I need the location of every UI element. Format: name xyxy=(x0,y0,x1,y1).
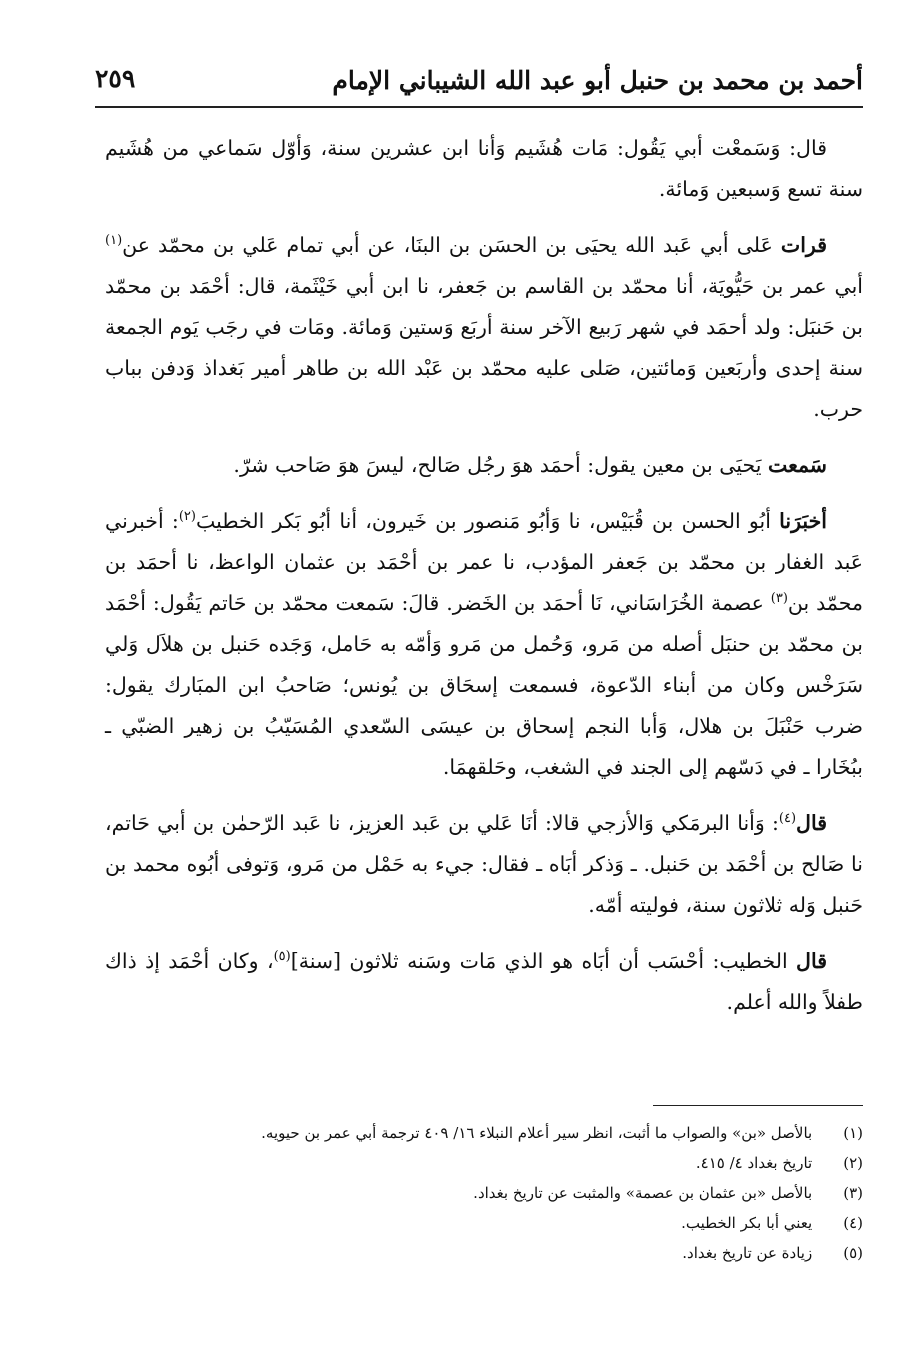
footnote-number: (٢) xyxy=(843,1154,863,1172)
footnote-marker: (٥) xyxy=(273,949,291,965)
paragraph-text: ، وكان أحْمَد إذ ذاك طفلاً والله أعلم. xyxy=(105,949,863,1014)
paragraph-text: : أخبرني عَبد الغفار بن محمّد بن جَعفر المؤدب، نا عمر بن أحْمَد بن عثمان الواعظ، نا أحمَد بن محمّد بن xyxy=(105,509,863,615)
footnote-text: بالأصل «بن عثمان بن عصمة» والمثبت عن تاريخ بغداد. xyxy=(473,1184,813,1202)
footnotes-section xyxy=(105,1118,863,1268)
footnote-divider xyxy=(653,1105,863,1106)
footnote-text: يعني أبا بكر الخطيب. xyxy=(681,1214,813,1232)
paragraph xyxy=(105,501,863,788)
paragraph-text: الخطيب: أحْسَب أن أبَاه هو الذي مَات وسَنه ثلاثون [سنة] xyxy=(290,949,797,973)
footnote-marker: (٣) xyxy=(770,591,788,607)
running-title: أحمد بن محمد بن حنبل أبو عبد الله الشيباني الإمام xyxy=(332,66,863,95)
footnote xyxy=(105,1178,863,1208)
paragraph xyxy=(105,803,863,926)
footnote-marker: (٢) xyxy=(178,509,196,525)
paragraph xyxy=(105,225,863,430)
paragraph-lead-word: قال xyxy=(796,949,827,973)
footnote-text: زيادة عن تاريخ بغداد. xyxy=(682,1244,813,1262)
paragraph-text: عَلى أبي عَبد الله يحيَى بن الحسَن بن البنَا، عن أبي تمام عَلي بن محمّد عن xyxy=(122,233,781,257)
page-number: ٢٥٩ xyxy=(95,64,136,93)
paragraph-lead-word: أخبَرَنا xyxy=(779,509,827,533)
footnote xyxy=(105,1148,863,1178)
paragraph xyxy=(105,941,863,1023)
paragraph-text: أبي عمر بن حَيُّويَة، أنا محمّد بن القاسم بن جَعفر، نا ابن أبي خَيْثَمة، قال: أحْمَد بن محمّد بن حَنبَل: ولد أحمَد في شهر رَبيع الآخر سنة أربَع وَستين وَمائة. ومَات في رجَب يَوم الجمعة سنة إحدى وأربَعين وَمائتين، صَلى عليه محمّد بن عَبْد الله بن طاهر أمير بَغداذ وَدفن بباب حرب. xyxy=(105,274,863,421)
footnote-number: (٥) xyxy=(843,1244,863,1262)
paragraph-text: أبُو الحسن بن قُبَيْس، نا وَأبُو مَنصور بن خَيرون، أنا أبُو بَكر الخطيبَ xyxy=(195,509,780,533)
paragraph-lead-word: سَمعت xyxy=(767,453,827,477)
footnote-marker: (١) xyxy=(105,233,123,249)
footnote-number: (٤) xyxy=(843,1214,863,1232)
footnote-marker: (٤) xyxy=(778,811,797,827)
footnote xyxy=(105,1118,863,1148)
footnote-number: (١) xyxy=(843,1124,863,1142)
paragraph-lead-word: قال xyxy=(796,811,827,835)
paragraph-lead-word: قرات xyxy=(780,233,827,257)
paragraph-text: قال: وَسَمعْت أبي يَقُول: مَات هُشَيم وَأنا ابن عشرين سنة، وَأوّل سَماعي من هُشَيم سنة تسع وَسبعين وَمائة. xyxy=(105,136,863,201)
main-text xyxy=(105,128,863,1038)
page-header xyxy=(95,58,863,108)
paragraph xyxy=(105,128,863,210)
footnote xyxy=(105,1208,863,1238)
footnote-text: تاريخ بغداد ٤/ ٤١٥. xyxy=(695,1154,813,1172)
footnote-number: (٣) xyxy=(843,1184,863,1202)
footnote xyxy=(105,1238,863,1268)
paragraph-text: يَحيَى بن معين يقول: أحمَد هوَ رجُل صَالح، ليسَ هوَ صَاحب شرّ. xyxy=(233,453,768,477)
paragraph-text: عصمة الخُرَاسَاني، نَا أحمَد بن الخَضر. قالَ: سَمعت محمّد بن حَاتم يَقُول: أحْمَد بن محمّد بن حنبَل أصله من مَرو، وَحُمل من مَرو وَأمّه به حَامل، وَجَده حَنبل بن هلاَل وَلي سَرَخْس وكان من أبناء الدّعوة، فسمعت إسحَاق بن يُونس؛ صَاحبُ ابن المبَارك يقول: ضرب حَنْبَلَ بن هلال، وَأبا النجم إسحاق بن عيسَى السّعدي المُسَيّبُ بن زهير الضبّي ـ ببُخَارا ـ في دَسّهم إلى الجند في الشغب، وحَلقهمَا. xyxy=(105,591,863,779)
paragraph-text: : وَأنا البرمَكي وَالأزجي قالا: أنَا عَلي بن عَبد العزيز، نا عَبد الرّحمٰن بن أبي حَاتم، نا صَالح بن أحْمَد بن حَنبل. ـ وَذكر أبَاه ـ فقال: جيء به حَمْل من مَرو، وَتوفى أبُوه محمد بن حَنبل وَله ثلاثون سنة، فوليته أمّه. xyxy=(105,811,863,917)
paragraph xyxy=(105,445,863,486)
footnote-text: بالأصل «بن» والصواب ما أثبت، انظر سير أعلام النبلاء ١٦/ ٤٠٩ ترجمة أبي عمر بن حيويه. xyxy=(261,1124,813,1142)
